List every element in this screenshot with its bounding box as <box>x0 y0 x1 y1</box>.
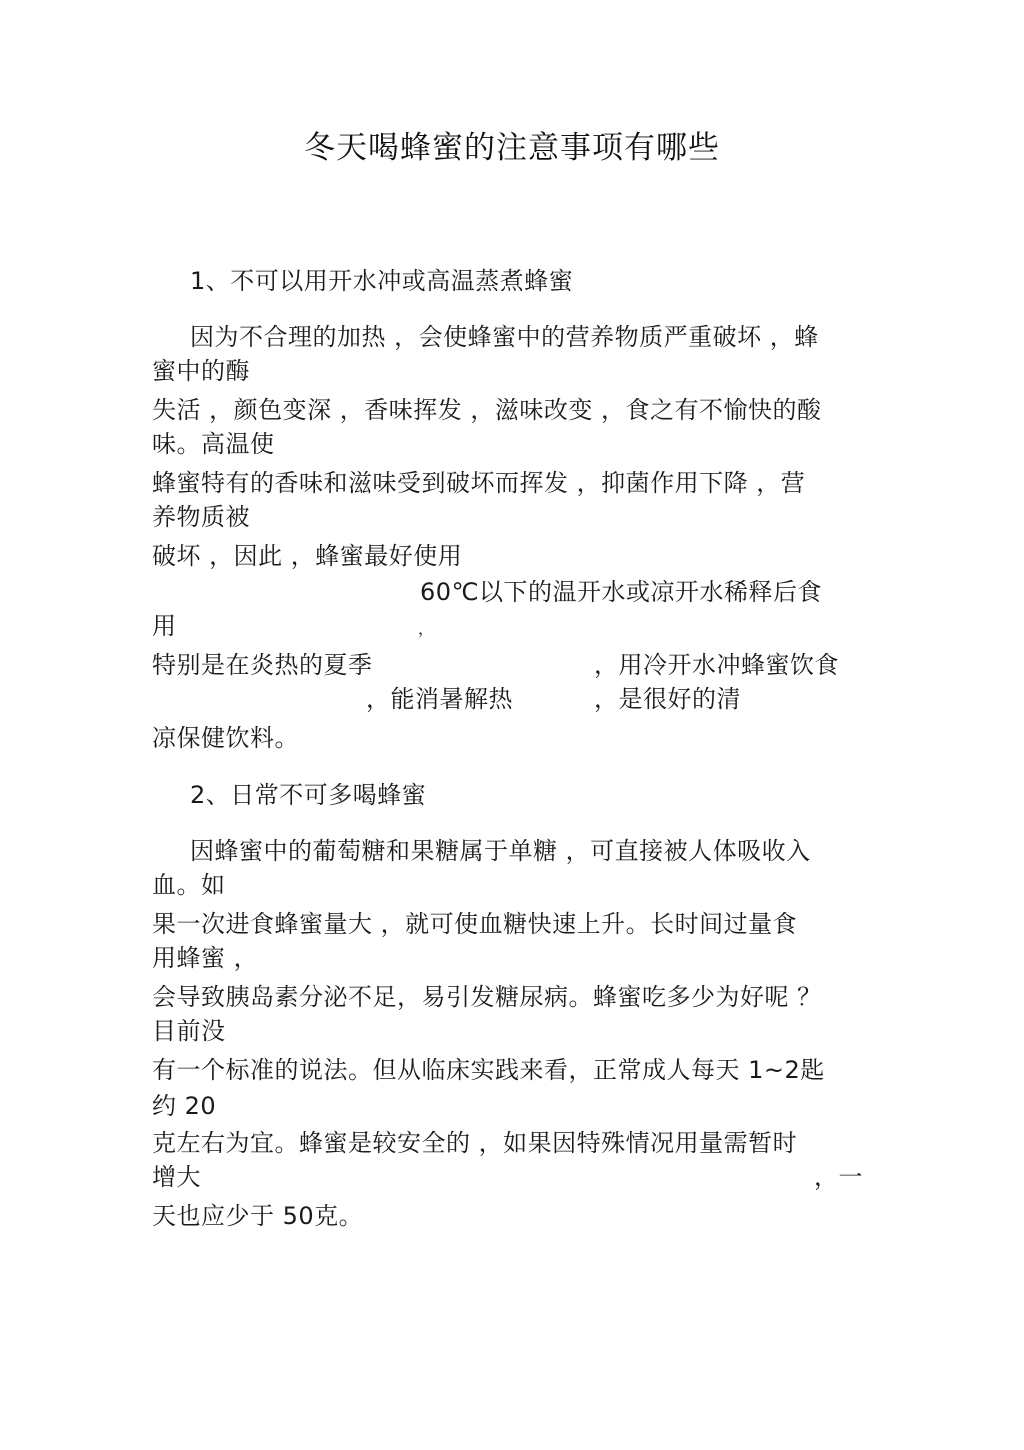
paragraph-line: 约 20 <box>152 1092 217 1120</box>
paragraph-line: 破坏 ，因此 ，蜂蜜最好使用 <box>152 542 463 570</box>
paragraph-line: 目前没 <box>152 1017 226 1045</box>
document-title: 冬天喝蜂蜜的注意事项有哪些 <box>304 130 720 166</box>
section-heading-2: 2、日常不可多喝蜂蜜 <box>190 781 427 809</box>
paragraph-line: 失活 ，颜色变深 ，香味挥发 ，滋味改变 ，食之有不愉快的酸 <box>152 396 822 424</box>
paragraph-line: 养物质被 <box>152 503 250 531</box>
paragraph-line: 特别是在炎热的夏季 <box>152 651 373 679</box>
paragraph-line: 天也应少于 50克。 <box>152 1202 364 1230</box>
paragraph-line: 有一个标准的说法。但从临床实践来看，正常成人每天 1~2匙 <box>152 1056 825 1084</box>
paragraph-line: 因为不合理的加热 ，会使蜂蜜中的营养物质严重破坏 ，蜂 <box>190 323 819 351</box>
paragraph-line: ， <box>418 619 435 638</box>
paragraph-line: ，是很好的清 <box>594 685 741 713</box>
paragraph-line: 60℃以下的温开水或凉开水稀释后食 <box>420 578 822 606</box>
paragraph-line: ，一 <box>814 1163 863 1191</box>
paragraph-line: 血。如 <box>152 871 226 899</box>
paragraph-line: 用 <box>152 612 177 640</box>
paragraph-line: 味。高温使 <box>152 430 275 458</box>
paragraph-line: 会导致胰岛素分泌不足，易引发糖尿病。蜂蜜吃多少为好呢 ？ <box>152 983 822 1011</box>
paragraph-line: 用蜂蜜 ， <box>152 944 259 972</box>
paragraph-line: 蜂蜜特有的香味和滋味受到破坏而挥发 ，抑菌作用下降 ，营 <box>152 469 806 497</box>
paragraph-line: 凉保健饮料。 <box>152 724 299 752</box>
paragraph-line: 果一次进食蜂蜜量大 ，就可使血糖快速上升。长时间过量食 <box>152 910 798 938</box>
paragraph-line: 克左右为宜。蜂蜜是较安全的 ，如果因特殊情况用量需暂时 <box>152 1129 798 1157</box>
paragraph-line: ，能消暑解热 <box>366 685 513 713</box>
paragraph-line: 蜜中的酶 <box>152 357 250 385</box>
paragraph-line: 因蜂蜜中的葡萄糖和果糖属于单糖 ，可直接被人体吸收入 <box>190 837 811 865</box>
section-heading-1: 1、不可以用开水冲或高温蒸煮蜂蜜 <box>190 267 574 295</box>
paragraph-line: 增大 <box>152 1163 201 1191</box>
paragraph-line: ，用冷开水冲蜂蜜饮食 <box>594 651 839 679</box>
